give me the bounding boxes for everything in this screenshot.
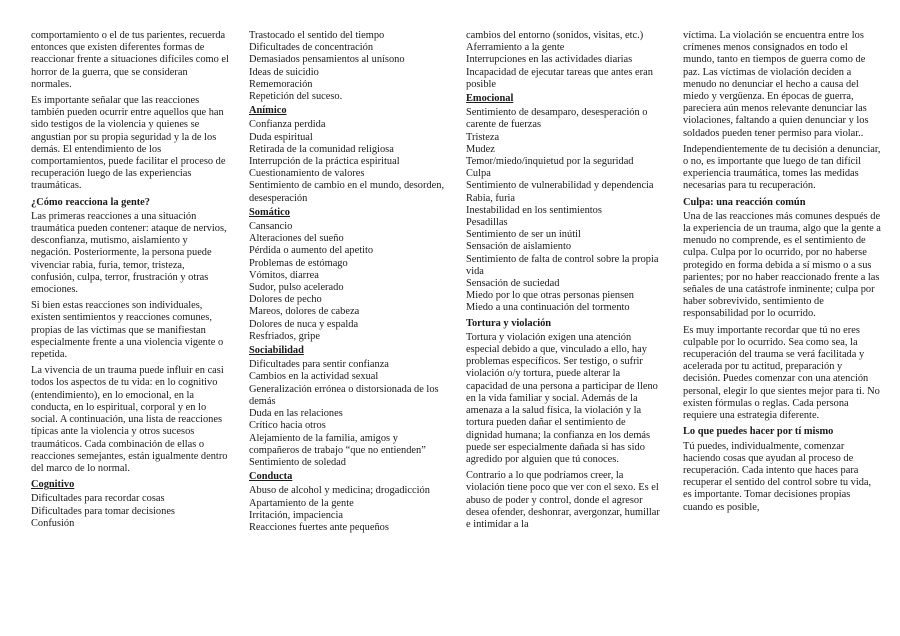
paragraph: Tortura y violación exigen una atención especial debido a que, vinculado a ello, hay problemas específicos. Ser testigo, o sufrir violación o/y tortura, puede alterar la capacidad de una persona a participar de lleno en la vida familiar y social. Además de la amenaza a la salud física, la violación y la tortura pueden dañar el sentimiento de dignidad humana; la confianza en los demás puede ser especialmente dañada si has sido agredido por alguien que tú conoces.	[466, 331, 658, 465]
section-heading: Culpa: una reacción común	[683, 196, 806, 208]
list-item: Dificultades para sentir confianza	[249, 359, 389, 371]
list-item: Tristeza	[466, 131, 500, 143]
list-item: Irritación, impaciencia	[249, 509, 344, 521]
list-item: Repetición del suceso.	[249, 91, 343, 103]
list-item: Sentimiento de ser un inútil	[466, 229, 581, 241]
list-item: cambios del entorno (sonidos, visitas, etc.)	[466, 30, 644, 41]
text-column-1	[31, 30, 229, 530]
text-column-4	[683, 30, 881, 518]
text-column-2	[249, 30, 447, 534]
list-item: Miedo a una continuación del tormento	[466, 302, 630, 314]
list-heading: Cognitivo	[31, 479, 75, 491]
paragraph: Independientemente de tu decisión a denunciar, o no, es importante que luego de tan difícil experiencia traumática, tomes las medidas necesarias para tu recuperación.	[683, 143, 881, 192]
list-heading: Somático	[249, 206, 290, 218]
list-item: Sentimiento de desamparo, desesperación o carente de fuerzas	[466, 107, 648, 131]
list-item: Dificultades para tomar decisiones	[31, 505, 175, 517]
list-item: Dolores de pecho	[249, 294, 322, 306]
list-item: Retirada de la comunidad religiosa	[249, 143, 394, 155]
list-heading: Conducta	[249, 471, 293, 483]
list-item: Resfriados, gripe	[249, 330, 320, 342]
paragraph: víctima. La violación se encuentra entre los crímenes menos consignados en todo el mundo, tanto en tiempos de guerra como de paz. Las víctimas de violación deciden a menudo no denunciar el hecho a causa del miedo y vergüenza. En épocas de guerra, pareciera aún menos relevante denunciar las violaciones, faltando a quien denunciar y los soldados pueden tener permiso para violar..	[683, 30, 869, 139]
list-item: Sensación de aislamiento	[466, 241, 572, 253]
list-heading: Anímico	[249, 105, 287, 117]
list-item: Alejamiento de la familia, amigos y compañeros de trabajo “que no entienden”	[249, 432, 426, 456]
list-item: Vómitos, diarrea	[249, 269, 319, 281]
list-item: Crítico hacia otros	[249, 420, 326, 432]
paragraph: La vivencia de un trauma puede influir en casi todos los aspectos de tu vida: en lo cognitivo (entendimiento), en lo emocional, en la conducta, en lo espiritual, corporal y en lo social. A continuación, una lista de reacciones típicas ante la violencia y otros sucesos traumáticos. Cada combinación de ellas o reacciones semejantes, están igualmente dentro del marco de lo normal.	[31, 365, 228, 474]
paragraph: Tú puedes, individualmente, comenzar haciendo cosas que ayudan al proceso de recuperación. Cada intento que haces para recuperar el sentido del control sobre tu vida, es importante. Tomar decisiones propias cuando es posible,	[683, 440, 872, 513]
list-item: Rememoración	[249, 78, 313, 90]
paragraph: Una de las reacciones más comunes después de la experiencia de un trauma, algo que la gente a menudo no comprende, es el sentimiento de culpa. Culpa por lo ocurrido, por no haberse protegido en forma debida a sí mismo o a sus parientes; por no haber reaccionado frente a las señales de una catástrofe inminente; culpa por haber sobrevivido, sentimiento de responsabilidad por lo ocurrido.	[683, 210, 881, 320]
list-item: Pérdida o aumento del apetito	[249, 245, 374, 257]
section-heading: Tortura y violación	[466, 317, 552, 329]
list-item: Cambios en la actividad sexual	[249, 371, 379, 383]
list-item: Apartamiento de la gente	[249, 497, 354, 509]
list-item: Duda espiritual	[249, 131, 313, 143]
list-item: Interrupciones en las actividades diarias	[466, 54, 633, 66]
list-item: Dolores de nuca y espalda	[249, 318, 359, 330]
paragraph: Es importante señalar que las reacciones también pueden ocurrir entre aquellos que han sido testigos de la violencia y quienes se angustian por su propia seguridad y la de los demás. El entendimiento de los comportamientos, puede facilitar el proceso de recuperación luego de las experiencias traumáticas.	[31, 95, 226, 192]
list-item: Temor/miedo/inquietud por la seguridad	[466, 156, 634, 168]
list-item: Generalización errónea o distorsionada de los demás	[249, 383, 439, 407]
paragraph: Contrario a lo que podríamos creer, la violación tiene poco que ver con el sexo. Es el abuso de poder y control, donde el agresor desea ofender, deshonrar, avergonzar, humillar e intimidar a la	[466, 470, 660, 530]
paragraph: comportamiento o el de tus parientes, recuerda entonces que existen diferentes formas de reaccionar frente a situaciones difíciles como el horror de la guerra, que se consideran normales.	[31, 30, 229, 90]
list-item: Sentimiento de soledad	[249, 456, 346, 468]
paragraph: Las primeras reacciones a una situación traumática pueden contener: ataque de nervios, desconfianza, mutismo, aislamiento y negación. Posteriormente, la persona puede vivenciar rabia, furia, temor, tristeza, confusión, culpa, terror, frustración y otras emociones.	[31, 210, 227, 296]
list-item: Pesadillas	[466, 217, 508, 229]
list-item: Sudor, pulso acelerado	[249, 282, 344, 294]
list-heading: Sociabilidad	[249, 345, 304, 357]
list-item: Alteraciones del sueño	[249, 233, 344, 245]
list-item: Reacciones fuertes ante pequeños	[249, 521, 389, 533]
list-item: Ideas de suicidio	[249, 66, 319, 78]
paragraph: Es muy importante recordar que tú no eres culpable por lo ocurrido. Sea como sea, la recuperación del trauma se verá facilitada y acelerada por tu actitud, preparación y decisión. Puedes comenzar con una atención personal, elegir lo que sientes mejor para ti. No existen fórmulas o reglas. Cada persona requiere una estrategia diferente.	[683, 324, 880, 422]
list-item: Sensación de suciedad	[466, 278, 560, 290]
list-item: Aferramiento a la gente	[466, 42, 565, 54]
section-heading: Lo que puedes hacer por tí mismo	[683, 426, 834, 438]
list-item: Duda en las relaciones	[249, 408, 343, 420]
list-item: Sentimiento de falta de control sobre la propia vida	[466, 253, 659, 277]
list-item: Incapacidad de ejecutar tareas que antes eran posible	[466, 66, 653, 90]
list-item: Mareos, dolores de cabeza	[249, 306, 360, 318]
list-item: Sentimiento de vulnerabilidad y dependencia	[466, 180, 654, 192]
list-item: Sentimiento de cambio en el mundo, desorden, desesperación	[249, 180, 445, 204]
list-item: Inestabilidad en los sentimientos	[466, 204, 602, 216]
list-item: Abuso de alcohol y medicina; drogadicción	[249, 485, 430, 497]
list-item: Miedo por lo que otras personas piensen	[466, 290, 634, 302]
list-item: Mudez	[466, 143, 495, 155]
list-item: Cansancio	[249, 221, 293, 233]
list-item: Rabia, furia	[466, 192, 516, 204]
list-item: Cuestionamiento de valores	[249, 168, 365, 180]
list-item: Trastocado el sentido del tiempo	[249, 30, 385, 41]
list-item: Dificultades de concentración	[249, 42, 374, 54]
list-item: Confianza perdida	[249, 119, 326, 131]
list-heading: Emocional	[466, 93, 514, 105]
list-item: Problemas de estómago	[249, 257, 348, 269]
text-column-3	[466, 30, 664, 535]
list-item: Confusión	[31, 517, 75, 529]
paragraph: Si bien estas reacciones son individuales, existen sentimientos y reacciones comunes, propias de las víctimas que se manifiestan especialmente frente a una violencia vigente o repetida.	[31, 300, 224, 361]
list-item: Demasiados pensamientos al unísono	[249, 54, 405, 66]
section-heading: ¿Cómo reacciona la gente?	[31, 196, 150, 208]
list-item: Dificultades para recordar cosas	[31, 493, 165, 505]
list-item: Interrupción de la práctica espiritual	[249, 156, 400, 168]
list-item: Culpa	[466, 168, 491, 180]
